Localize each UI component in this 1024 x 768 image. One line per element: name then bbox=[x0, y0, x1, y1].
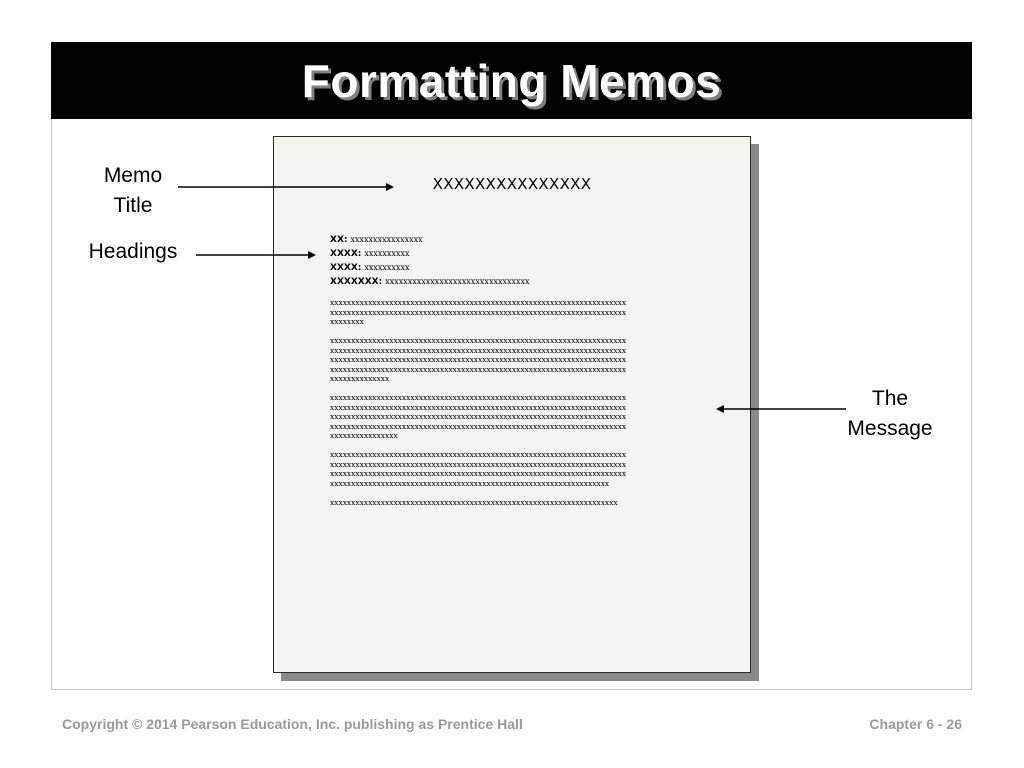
message-line: xxxxxxxxxxxxxxxxxxxxxxxxxxxxxxxxxxxxxxxxxxxxxxxxxxxxxxxxxxxxxxxxxxxxxx bbox=[330, 307, 627, 317]
headings-arrow-icon bbox=[196, 248, 320, 262]
message-line: xxxxxxxxxxxxxxxxxxxxxxxxxxxxxxxxxxxxxxxxxxxxxxxxxxxxxxxxxxxxxxxxxxxxxx bbox=[330, 450, 627, 459]
message-line: xxxxxxxxxxxxxxxxxxxxxxxxxxxxxxxxxxxxxxxxxxxxxxxxxxxxxxxxxxxxxxxxxxxxxx bbox=[330, 298, 627, 307]
memo-page bbox=[273, 136, 751, 673]
message-line: xxxxxxxxxxxxxxxx bbox=[330, 431, 398, 440]
heading-label: XXXXXXX: bbox=[330, 277, 383, 287]
copyright-footer: Copyright © 2014 Pearson Education, Inc. publishing as Prentice Hall bbox=[62, 716, 523, 732]
message-line: xxxxxxxxxxxxxxxxxxxxxxxxxxxxxxxxxxxxxxxxxxxxxxxxxxxxxxxxxxxxxxxxxxxxxx bbox=[330, 402, 627, 412]
heading-value: xxxxxxxxxx bbox=[364, 263, 410, 272]
message-line: xxxxxxxxxxxxxxxxxxxxxxxxxxxxxxxxxxxxxxxxxxxxxxxxxxxxxxxxxxxxxxxxxxxxxx bbox=[330, 336, 627, 345]
message-line: xxxxxxxxxxxxxxxxxxxxxxxxxxxxxxxxxxxxxxxxxxxxxxxxxxxxxxxxxxxxxxxxxxxxxx bbox=[330, 393, 627, 402]
message-line: xxxxxxxxxxxxxxxxxxxxxxxxxxxxxxxxxxxxxxxxxxxxxxxxxxxxxxxxxxxxxxxxxxxxxx bbox=[330, 364, 627, 374]
page-number: Chapter 6 - 26 bbox=[869, 716, 962, 732]
heading-value: xxxxxxxxxx bbox=[364, 249, 410, 258]
message-line: xxxxxxxx bbox=[330, 317, 364, 326]
message-line: xxxxxxxxxxxxxxxxxxxxxxxxxxxxxxxxxxxxxxxxxxxxxxxxxxxxxxxxxxxxxxxxxxxxxx bbox=[330, 412, 627, 421]
heading-row bbox=[330, 233, 530, 247]
message-line: xxxxxxxxxxxxxxxxxxxxxxxxxxxxxxxxxxxxxxxxxxxxxxxxxxxxxxxxxxxxxxxxxxxxxx bbox=[330, 421, 627, 431]
message-line: xxxxxxxxxxxxxxxxxxxxxxxxxxxxxxxxxxxxxxxxxxxxxxxxxxxxxxxxxxxxxxxxxxxxxx bbox=[330, 459, 627, 469]
heading-label: XXXX: bbox=[330, 263, 362, 273]
heading-label: XXXX: bbox=[330, 249, 362, 259]
heading-value: xxxxxxxxxxxxxxxx bbox=[350, 235, 423, 244]
slide-title: Formatting Memos bbox=[301, 54, 722, 107]
message-line: xxxxxxxxxxxxxxxxxxxxxxxxxxxxxxxxxxxxxxxxxxxxxxxxxxxxxxxxxxxxxxxxxxxx bbox=[330, 497, 618, 507]
message-line: xxxxxxxxxxxxxxxxxxxxxxxxxxxxxxxxxxxxxxxxxxxxxxxxxxxxxxxxxxxxxxxxxxxxxx bbox=[330, 355, 627, 364]
memo-title-arrow-icon bbox=[178, 180, 398, 194]
heading-label: XX: bbox=[330, 235, 348, 245]
heading-row bbox=[330, 275, 530, 289]
heading-row bbox=[330, 261, 530, 275]
heading-row bbox=[330, 247, 530, 261]
heading-value: xxxxxxxxxxxxxxxxxxxxxxxxxxxxxxxx bbox=[385, 277, 530, 286]
memo-message-body bbox=[330, 298, 700, 517]
message-line: xxxxxxxxxxxxxxxxxxxxxxxxxxxxxxxxxxxxxxxxxxxxxxxxxxxxxxxxxxxxxxxxxxxxxx bbox=[330, 469, 627, 478]
message-paragraph bbox=[330, 336, 700, 384]
message-paragraph bbox=[330, 498, 700, 508]
message-paragraph bbox=[330, 450, 700, 488]
message-line: xxxxxxxxxxxxxx bbox=[330, 374, 390, 383]
message-paragraph bbox=[330, 298, 700, 327]
headings-label: Headings bbox=[88, 240, 178, 263]
message-arrow-icon bbox=[712, 402, 848, 416]
memo-document-title: XXXXXXXXXXXXXXX bbox=[432, 175, 592, 193]
message-paragraph bbox=[330, 393, 700, 441]
memo-headings bbox=[330, 233, 530, 289]
message-line: xxxxxxxxxxxxxxxxxxxxxxxxxxxxxxxxxxxxxxxxxxxxxxxxxxxxxxxxxxxxxxxxxxxxxx bbox=[330, 345, 627, 355]
memo-title-label: Memo Title bbox=[103, 164, 163, 217]
message-label: The Message bbox=[847, 387, 933, 440]
message-line: xxxxxxxxxxxxxxxxxxxxxxxxxxxxxxxxxxxxxxxxxxxxxxxxxxxxxxxxxxxxxxxxxx bbox=[330, 478, 610, 488]
title-bar bbox=[51, 42, 972, 119]
